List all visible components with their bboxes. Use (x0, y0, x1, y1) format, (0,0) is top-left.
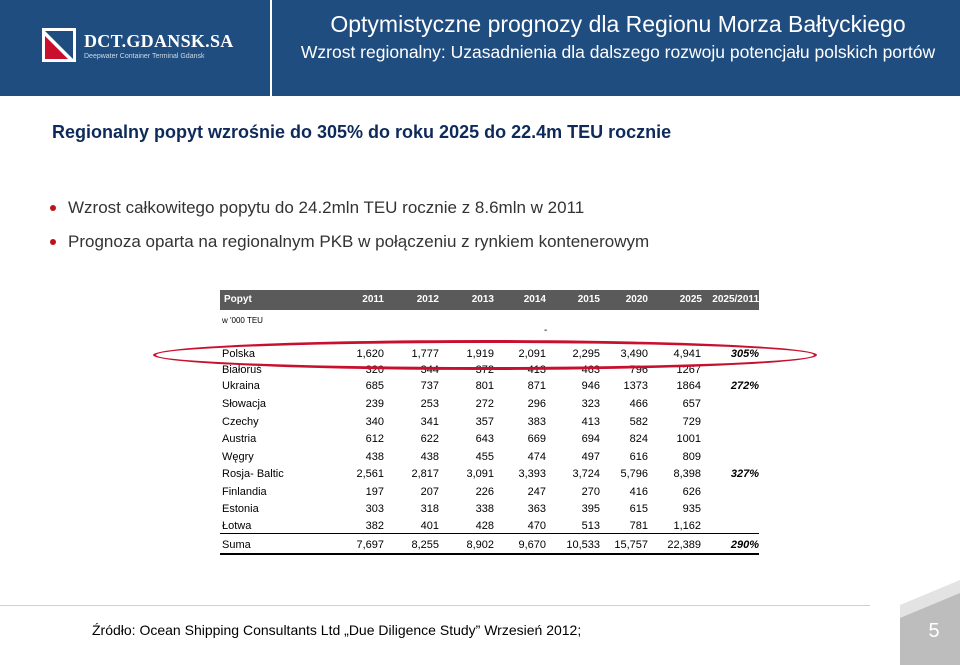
value-cell: 796 (629, 364, 648, 376)
value-cell: 8,902 (466, 539, 494, 551)
value-cell: 1,919 (466, 348, 494, 360)
unit-label: w '000 TEU (222, 316, 263, 325)
value-cell: 372 (475, 364, 494, 376)
value-cell: 5,796 (620, 468, 648, 480)
table-row (0, 466, 960, 483)
value-cell: 871 (527, 380, 546, 392)
value-cell: 946 (581, 380, 600, 392)
value-cell: 466 (629, 398, 648, 410)
value-cell: 729 (682, 416, 701, 428)
value-cell: 622 (420, 433, 439, 445)
value-cell: 455 (475, 451, 494, 463)
value-cell: 824 (629, 433, 648, 445)
column-header: 2025/2011 (712, 294, 759, 305)
bullet-dot-icon (50, 205, 56, 211)
bullet-item (50, 232, 649, 266)
value-cell: 1001 (676, 433, 701, 445)
value-cell: 513 (581, 520, 600, 532)
value-cell: 1864 (676, 380, 701, 392)
slide-subtitle: Wzrost regionalny: Uzasadnienia dla dalszego rozwoju potencjału polskich portów (300, 42, 936, 62)
table-bottom-border (220, 553, 759, 555)
bullet-text: Wzrost całkowitego popytu do 24.2mln TEU rocznie z 8.6mln w 2011 (68, 198, 585, 217)
dash-mark: - (544, 325, 548, 336)
value-cell: 612 (365, 433, 384, 445)
country-cell: Białoruś (222, 364, 262, 376)
value-cell: 2,561 (356, 468, 384, 480)
value-cell: 1,777 (411, 348, 439, 360)
column-header: 2012 (416, 294, 439, 305)
table-row (0, 484, 960, 501)
value-cell: 615 (629, 503, 648, 515)
value-cell: 3,724 (572, 468, 600, 480)
value-cell: 626 (682, 486, 701, 498)
value-cell: 657 (682, 398, 701, 410)
value-cell: 2,091 (518, 348, 546, 360)
value-cell: 22,389 (667, 539, 701, 551)
growth-cell: 290% (730, 539, 759, 551)
value-cell: 320 (365, 364, 384, 376)
value-cell: 341 (420, 416, 439, 428)
value-cell: 383 (527, 416, 546, 428)
country-cell: Słowacja (222, 398, 267, 410)
value-cell: 1,162 (673, 520, 701, 532)
value-cell: 253 (420, 398, 439, 410)
value-cell: 643 (475, 433, 494, 445)
value-cell: 2,295 (572, 348, 600, 360)
column-header: 2025 (679, 294, 702, 305)
value-cell: 438 (365, 451, 384, 463)
table-header (220, 290, 759, 310)
value-cell: 7,697 (356, 539, 384, 551)
value-cell: 8,255 (411, 539, 439, 551)
value-cell: 357 (475, 416, 494, 428)
value-cell: 15,757 (614, 539, 648, 551)
growth-cell: 327% (730, 468, 759, 480)
value-cell: 226 (475, 486, 494, 498)
value-cell: 272 (475, 398, 494, 410)
value-cell: 10,533 (566, 539, 600, 551)
value-cell: 474 (527, 451, 546, 463)
slide-title: Optymistyczne prognozy dla Regionu Morza Bałtyckiego (330, 11, 906, 37)
value-cell: 781 (629, 520, 648, 532)
column-header: 2020 (625, 294, 648, 305)
column-header: 2015 (577, 294, 600, 305)
country-cell: Czechy (222, 416, 259, 428)
table-row (0, 378, 960, 395)
value-cell: 382 (365, 520, 384, 532)
value-cell: 3,393 (518, 468, 546, 480)
bullet-item (50, 198, 649, 232)
country-cell: Rosja- Baltic (222, 468, 284, 480)
value-cell: 1373 (623, 380, 648, 392)
value-cell: 323 (581, 398, 600, 410)
value-cell: 338 (475, 503, 494, 515)
value-cell: 428 (475, 520, 494, 532)
value-cell: 582 (629, 416, 648, 428)
value-cell: 685 (365, 380, 384, 392)
column-header: Popyt (224, 294, 252, 305)
value-cell: 737 (420, 380, 439, 392)
country-cell: Polska (222, 348, 256, 360)
value-cell: 3,091 (466, 468, 494, 480)
headline: Regionalny popyt wzrośnie do 305% do roku 2025 do 22.4m TEU rocznie (52, 122, 672, 142)
value-cell: 470 (527, 520, 546, 532)
value-cell: 413 (581, 416, 600, 428)
header-divider (270, 0, 272, 96)
value-cell: 363 (527, 503, 546, 515)
value-cell: 669 (527, 433, 546, 445)
table-row (0, 414, 960, 431)
country-cell: Suma (222, 539, 251, 551)
bullet-text: Prognoza oparta na regionalnym PKB w połączeniu z rynkiem kontenerowym (68, 232, 650, 251)
dct-logo-icon (42, 28, 76, 62)
value-cell: 401 (420, 520, 439, 532)
footer-divider (0, 605, 870, 606)
page-number: 5 (928, 620, 940, 642)
value-cell: 694 (581, 433, 600, 445)
growth-cell: 305% (730, 348, 759, 360)
country-cell: Austria (222, 433, 257, 445)
value-cell: 1,620 (356, 348, 384, 360)
value-cell: 239 (365, 398, 384, 410)
value-cell: 303 (365, 503, 384, 515)
growth-cell: 272% (730, 380, 759, 392)
value-cell: 4,941 (673, 348, 701, 360)
value-cell: 935 (682, 503, 701, 515)
value-cell: 9,670 (518, 539, 546, 551)
value-cell: 497 (581, 451, 600, 463)
value-cell: 2,817 (411, 468, 439, 480)
value-cell: 247 (527, 486, 546, 498)
column-header: 2011 (362, 294, 384, 305)
value-cell: 413 (527, 364, 546, 376)
value-cell: 207 (420, 486, 439, 498)
country-cell: Estonia (222, 503, 259, 515)
value-cell: 344 (420, 364, 439, 376)
header-bar (0, 0, 960, 96)
logo-name: DCT.GDANSK.SA (84, 31, 234, 51)
value-cell: 801 (475, 380, 494, 392)
column-header: 2013 (471, 294, 494, 305)
value-cell: 416 (629, 486, 648, 498)
table-row (0, 449, 960, 466)
value-cell: 340 (365, 416, 384, 428)
country-cell: Łotwa (222, 520, 252, 532)
value-cell: 616 (629, 451, 648, 463)
country-cell: Finlandia (222, 486, 267, 498)
value-cell: 809 (682, 451, 701, 463)
table-row (0, 431, 960, 448)
country-cell: Węgry (222, 451, 254, 463)
source-note: Źródło: Ocean Shipping Consultants Ltd „Due Diligence Study” Wrzesień 2012; (92, 622, 582, 638)
column-header: 2014 (523, 294, 546, 305)
value-cell: 463 (581, 364, 600, 376)
value-cell: 8,398 (673, 468, 701, 480)
total-row (0, 537, 960, 554)
logo (0, 0, 268, 96)
value-cell: 3,490 (620, 348, 648, 360)
table-row (0, 501, 960, 518)
value-cell: 296 (527, 398, 546, 410)
value-cell: 197 (365, 486, 384, 498)
value-cell: 395 (581, 503, 600, 515)
value-cell: 1267 (676, 364, 701, 376)
logo-tagline: Deepwater Container Terminal Gdansk (84, 53, 205, 60)
highlight-ellipse (153, 340, 817, 370)
total-divider (220, 533, 759, 534)
value-cell: 318 (420, 503, 439, 515)
value-cell: 438 (420, 451, 439, 463)
table-row (0, 396, 960, 413)
country-cell: Ukraina (222, 380, 260, 392)
value-cell: 270 (581, 486, 600, 498)
bullet-list (50, 198, 649, 266)
bullet-dot-icon (50, 239, 56, 245)
